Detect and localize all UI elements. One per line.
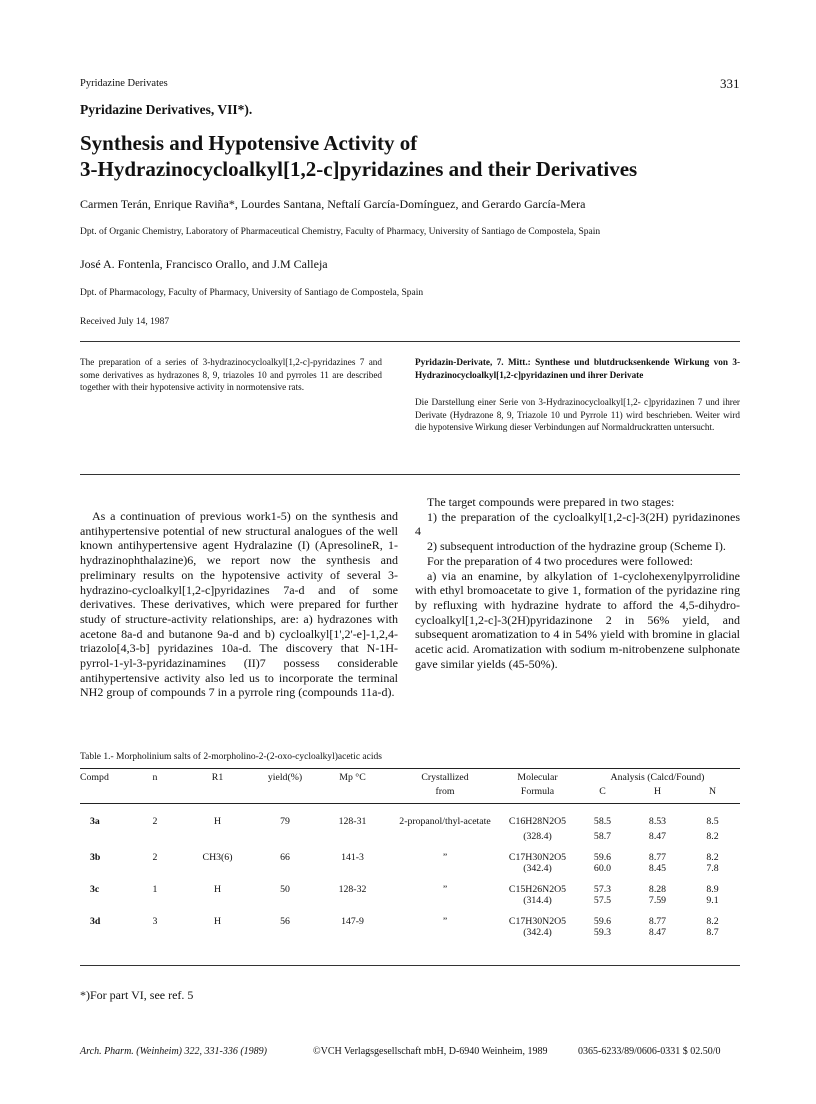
cell-n-found: 8.7 <box>706 927 719 938</box>
cell-c-found: 60.0 <box>593 863 612 874</box>
cell-compd: 3c <box>90 884 100 895</box>
cell-empty <box>315 927 390 938</box>
cell-empty <box>315 895 390 906</box>
cell-n-calcd: 8.9 <box>706 884 719 895</box>
cell-n-found: 9.1 <box>706 895 719 906</box>
col-header-nn: N <box>708 786 717 797</box>
cell-empty <box>255 927 315 938</box>
table-row <box>80 874 740 895</box>
body-right-column <box>415 495 740 671</box>
paragraph: a) via an enamine, by alkylation of 1-cyclohexenylpyrrolidine with ethyl bromoacetate to give 1, formation of the pyridazine ring by refluxing with hydrazine hydrate to afford the 4,5-dihydro-cycloalkyl[1,2-c]-3(2H)pyridazinone 2 in 56% yield, and subsequent aromatization to 4 in 54% yield with bromine in glacial acetic acid. Aromatization with sodium m-nitrobenzene sulphonate gave similar yields (45-50%). <box>415 568 740 671</box>
cell-n: 3 <box>152 916 158 927</box>
series-title: Pyridazine Derivatives, VII*). <box>80 102 253 117</box>
table-row <box>80 827 740 842</box>
cell-empty <box>180 927 255 938</box>
cell-h-calcd: 8.77 <box>648 852 667 863</box>
col-header-mp: Mp °C <box>339 772 366 783</box>
cell-c-calcd: 58.5 <box>593 816 612 827</box>
cell-cryst: ” <box>442 852 448 863</box>
footnote: *)For part VI, see ref. 5 <box>80 988 194 1002</box>
cell-h-found: 7.59 <box>648 895 667 906</box>
authors-group-2: José A. Fontenla, Francisco Orallo, and J.M Calleja <box>80 257 328 271</box>
cell-c-calcd: 57.3 <box>593 884 612 895</box>
cell-c-calcd: 59.6 <box>593 852 612 863</box>
cell-n-found: 7.8 <box>706 863 719 874</box>
affiliation-1: Dpt. of Organic Chemistry, Laboratory of Pharmaceutical Chemistry, Faculty of Pharmacy, University of Santiago de Compostela, Spain <box>80 227 601 237</box>
cell-yield: 79 <box>280 816 290 827</box>
cell-empty <box>255 863 315 874</box>
cell-empty <box>80 895 130 906</box>
cell-c-found: 58.7 <box>593 831 612 842</box>
col-header-formula: Formula <box>520 786 555 797</box>
cell-mp: 147-9 <box>341 916 364 927</box>
table-bottom-rule <box>80 965 740 966</box>
cell-empty <box>255 895 315 906</box>
abstract-top-rule <box>80 341 740 342</box>
cell-cryst: ” <box>442 916 448 927</box>
running-title: Pyridazine Derivates <box>80 78 168 89</box>
title-line-2: 3-Hydrazinocycloalkyl[1,2-c]pyridazines and their Derivatives <box>80 157 638 181</box>
cell-mp: 128-31 <box>338 816 367 827</box>
col-header-n: n <box>152 772 158 783</box>
paragraph: 1) the preparation of the cycloalkyl[1,2-c]-3(2H) pyridazinones 4 <box>415 509 740 539</box>
cell-empty <box>130 863 180 874</box>
cell-empty <box>390 827 500 842</box>
cell-n-calcd: 8.2 <box>706 916 719 927</box>
cell-formula: C15H26N2O5 <box>508 884 567 895</box>
abstract-german-title: Pyridazin-Derivate, 7. Mitt.: Synthese und blutdrucksenkende Wirkung von 3-Hydrazinocycloalkyl[1,2-c]pyridazinen und ihrer Derivate <box>415 357 740 380</box>
cell-n-calcd: 8.5 <box>706 816 719 827</box>
table-row <box>80 863 740 874</box>
cell-empty <box>255 827 315 842</box>
col-header-c: C <box>599 786 606 797</box>
cell-compd: 3d <box>90 916 101 927</box>
cell-formula: C17H30N2O5 <box>508 852 567 863</box>
col-header-compd: Compd <box>80 772 109 783</box>
received-date: Received July 14, 1987 <box>80 317 170 327</box>
cell-empty <box>180 895 255 906</box>
cell-empty <box>80 827 130 842</box>
cell-n: 1 <box>152 884 158 895</box>
cell-yield: 66 <box>280 852 290 863</box>
cell-n: 2 <box>152 816 158 827</box>
page-number: 331 <box>720 76 740 91</box>
article-title <box>80 130 740 182</box>
cell-h-calcd: 8.53 <box>648 816 667 827</box>
cell-empty <box>315 827 390 842</box>
cell-mol-weight: (342.4) <box>523 927 552 938</box>
body-left-column: As a continuation of previous work1-5) on the synthesis and antihypertensive potential of new structural analogues of the well known antihypertensive agent Hydralazine (I) (ApresolineR, 1-hydrazinophthalazine)6, we report now the synthesis and preliminary results on the hypotensive activity of several 3-hydrazino-cycloalkyl[1,2-c]pyridazines 7a-d and of some derivatives. These derivatives, which were prepared for further study of structure-activity relationships, are: a) hydrazones with acetone 8a-d and butanone 9a-d and b) cycloalkyl[1',2'-e]-1,2,4-triazolo[4,3-b] pyridazines 10a-d. The discovery that N-1H-pyrrol-1-yl-3-pyridazinamines (II)7 possess considerable antihypertensive activity also led us to incorporate the terminal NH2 group of compounds 7 in a pyrrole ring (compounds 11a-d). <box>80 509 398 700</box>
cell-empty <box>130 927 180 938</box>
col-header-yield: yield(%) <box>267 772 303 783</box>
cell-n-calcd: 8.2 <box>706 852 719 863</box>
affiliation-2: Dpt. of Pharmacology, Faculty of Pharmacy, University of Santiago de Compostela, Spain <box>80 288 424 298</box>
cell-h-calcd: 8.28 <box>648 884 667 895</box>
col-header-molecular: Molecular <box>517 772 558 783</box>
cell-n-found: 8.2 <box>706 831 719 842</box>
table-row <box>80 895 740 906</box>
cell-compd: 3a <box>90 816 100 827</box>
col-header-analysis: Analysis (Calcd/Found) <box>610 772 705 783</box>
cell-mp: 141-3 <box>341 852 364 863</box>
title-line-1: Synthesis and Hypotensive Activity of <box>80 131 418 155</box>
abstract-german: Die Darstellung einer Serie von 3-Hydrazinocycloalkyl[1,2- c]pyridazinen 7 und ihrer Derivate (Hydrazone 8, 9, Triazole 10 und Pyrrole 11) wird beschrieben. Weiter wird die hypotensive Wirkung dieser Verbindungen auf Normaldruckratten untersucht. <box>415 397 740 432</box>
cell-empty <box>180 863 255 874</box>
cell-h-found: 8.47 <box>648 927 667 938</box>
paragraph: The target compounds were prepared in two stages: <box>427 495 675 509</box>
cell-c-calcd: 59.6 <box>593 916 612 927</box>
table-row <box>80 842 740 863</box>
abstract-english: The preparation of a series of 3-hydrazinocycloalkyl[1,2-c]-pyridazines 7 and some derivatives as hydrazones 8, 9, triazoles 10 and pyrroles 11 are described together with their hypotensive activity in normotensive rats. <box>80 357 382 392</box>
cell-cryst: ” <box>442 884 448 895</box>
cell-mol-weight: (328.4) <box>523 831 552 842</box>
cell-formula: C16H28N2O5 <box>508 816 567 827</box>
col-header-h: H <box>653 786 662 797</box>
cell-empty <box>390 927 500 938</box>
cell-r1: H <box>213 884 222 895</box>
footer-journal: Arch. Pharm. (Weinheim) 322, 331-336 (1989) <box>80 1046 268 1057</box>
cell-r1: H <box>213 816 222 827</box>
cell-r1: H <box>213 916 222 927</box>
cell-empty <box>315 863 390 874</box>
table-caption: Table 1.- Morpholinium salts of 2-morpholino-2-(2-oxo-cycloalkyl)acetic acids <box>80 752 382 762</box>
paragraph: For the preparation of 4 two procedures were followed: <box>427 553 693 568</box>
col-header-cryst-from: from <box>435 786 455 797</box>
cell-yield: 56 <box>280 916 290 927</box>
abstract-bottom-rule <box>80 474 740 475</box>
cell-n: 2 <box>152 852 158 863</box>
table-row <box>80 906 740 927</box>
col-header-cryst: Crystallized <box>421 772 469 783</box>
authors-group-1: Carmen Terán, Enrique Raviña*, Lourdes Santana, Neftalí García-Domínguez, and Gerardo García-Mera <box>80 197 586 211</box>
cell-h-found: 8.47 <box>648 831 667 842</box>
cell-yield: 50 <box>280 884 290 895</box>
cell-empty <box>130 895 180 906</box>
footer-code: 0365-6233/89/0606-0331 $ 02.50/0 <box>578 1046 721 1057</box>
cell-mp: 128-32 <box>338 884 367 895</box>
cell-empty <box>390 895 500 906</box>
cell-r1: CH3(6) <box>202 852 233 863</box>
cell-empty <box>180 827 255 842</box>
cell-empty <box>130 827 180 842</box>
cell-cryst: 2-propanol/thyl-acetate <box>399 816 491 827</box>
cell-empty <box>80 863 130 874</box>
cell-compd: 3b <box>90 852 101 863</box>
cell-formula: C17H30N2O5 <box>508 916 567 927</box>
col-header-r1: R1 <box>211 772 224 783</box>
table-row <box>80 804 740 828</box>
cell-h-calcd: 8.77 <box>648 916 667 927</box>
cell-c-found: 59.3 <box>593 927 612 938</box>
table-row <box>80 927 740 938</box>
cell-h-found: 8.45 <box>648 863 667 874</box>
cell-mol-weight: (314.4) <box>523 895 552 906</box>
cell-mol-weight: (342.4) <box>523 863 552 874</box>
cell-empty <box>390 863 500 874</box>
paragraph: 2) subsequent introduction of the hydrazine group (Scheme I). <box>427 539 726 554</box>
cell-empty <box>80 927 130 938</box>
data-table <box>80 768 740 938</box>
cell-c-found: 57.5 <box>593 895 612 906</box>
footer-publisher: ©VCH Verlagsgesellschaft mbH, D-6940 Weinheim, 1989 <box>313 1046 548 1057</box>
